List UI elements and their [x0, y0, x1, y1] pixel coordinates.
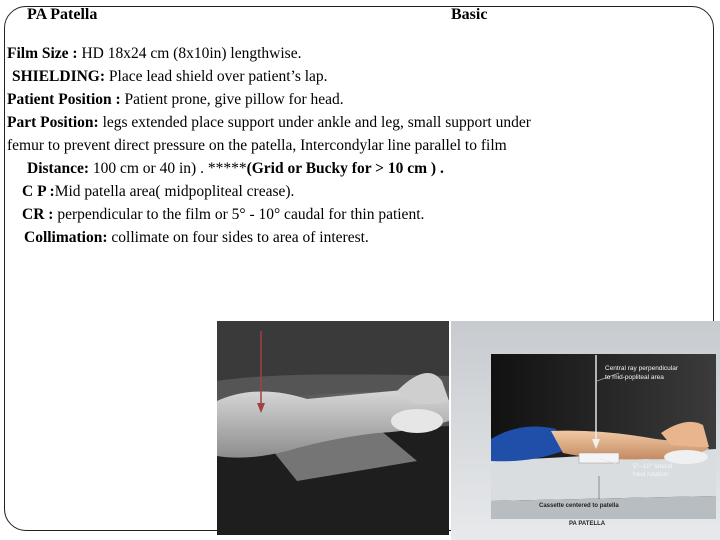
collimation-label: Collimation:	[24, 229, 112, 246]
distance-label: Distance:	[27, 160, 93, 177]
distance-line	[7, 157, 567, 180]
callout-central-ray-line2: to mid-popliteal area	[605, 374, 664, 381]
film-size-line	[7, 42, 567, 65]
part-position-line	[7, 111, 567, 157]
positioning-illustration	[451, 321, 720, 540]
positioning-photo	[217, 321, 449, 535]
film-size-label: Film Size :	[7, 45, 82, 62]
collimation-text: collimate on four sides to area of interest.	[111, 229, 369, 246]
part-position-text: legs extended place support under ankle and leg, small support under femur to prevent direct pressure on the patella, Intercondylar line parallel to film	[7, 114, 531, 154]
central-ray-text: perpendicular to the film or 5° - 10° caudal for thin patient.	[57, 206, 425, 223]
shielding-label: SHIELDING:	[12, 68, 109, 85]
instructions-list	[7, 42, 567, 249]
central-point-line	[7, 180, 567, 203]
central-point-label: C P :	[22, 183, 55, 200]
positioning-illustration-drawing	[451, 321, 720, 540]
film-size-text: HD 18x24 cm (8x10in) lengthwise.	[81, 45, 302, 62]
callout-heel-rotation-line2: heel rotation	[633, 471, 669, 478]
callout-cassette: Cassette centered to patella	[539, 503, 619, 509]
slide-level: Basic	[451, 6, 488, 23]
part-position-label: Part Position:	[7, 114, 103, 131]
collimation-line	[7, 226, 567, 249]
distance-text: 100 cm or 40 in) . *****	[92, 160, 247, 177]
central-ray-line	[7, 203, 567, 226]
patient-position-text: Patient prone, give pillow for head.	[124, 91, 344, 108]
central-ray-label: CR :	[22, 206, 58, 223]
slide-title: PA Patella	[27, 6, 98, 23]
callout-central-ray-line1: Central ray perpendicular	[605, 365, 678, 372]
distance-grid-note: (Grid or Bucky for > 10 cm ) .	[246, 160, 444, 177]
callout-heel-rotation-line1: 5°–10° lateral	[633, 463, 673, 470]
shielding-line	[7, 65, 567, 88]
shielding-text: Place lead shield over patient’s lap.	[108, 68, 328, 85]
patient-position-label: Patient Position :	[7, 91, 125, 108]
positioning-photo-drawing	[217, 321, 449, 535]
central-point-text: Mid patella area( midpopliteal crease).	[54, 183, 295, 200]
patient-position-line	[7, 88, 567, 111]
illustration-caption: PA PATELLA	[569, 521, 606, 527]
